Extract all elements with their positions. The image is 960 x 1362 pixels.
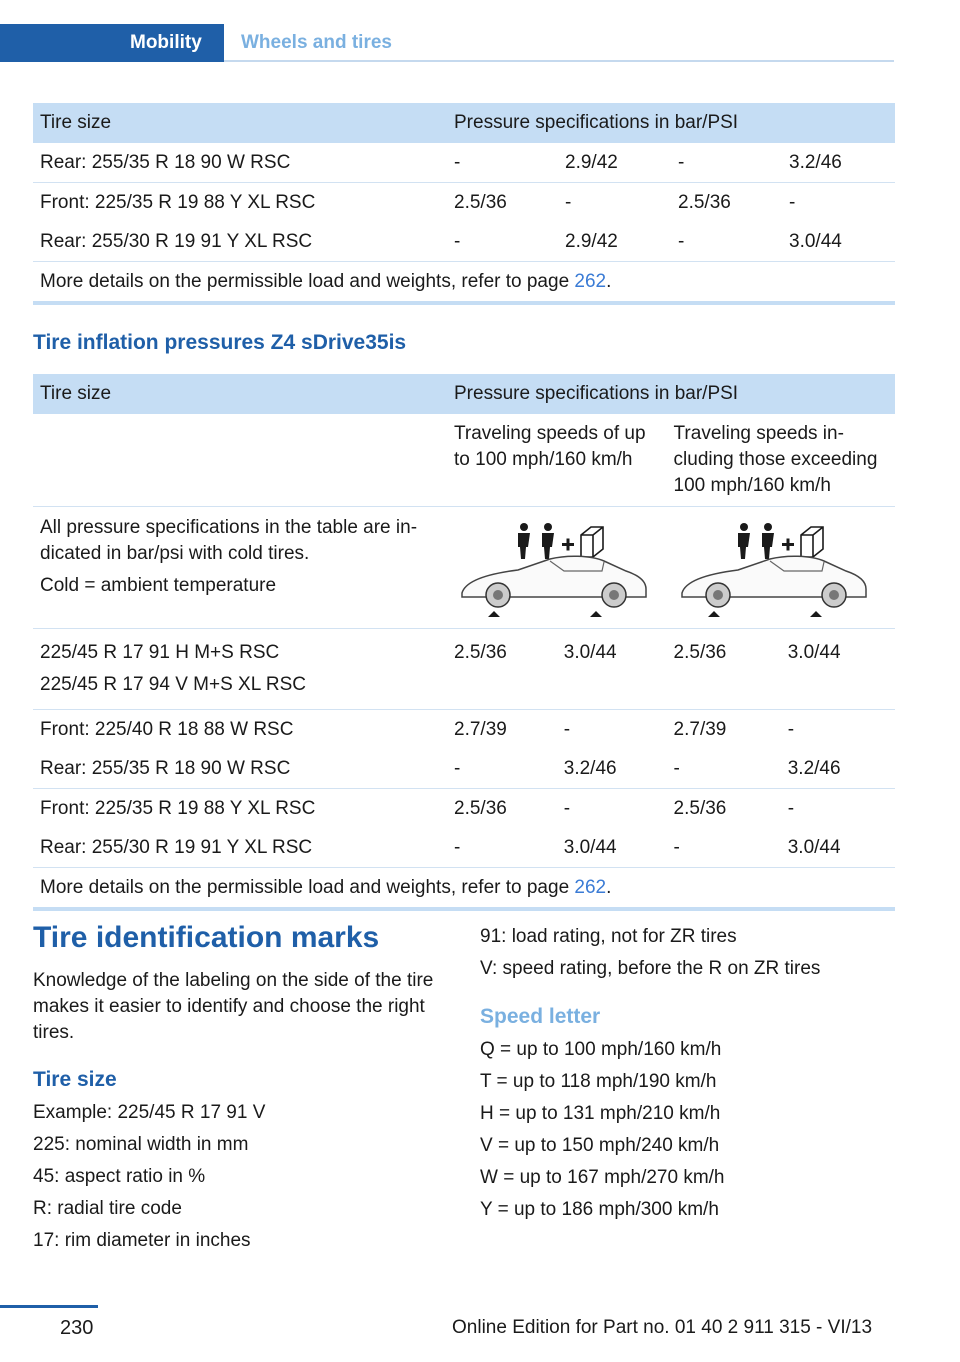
value-cell: - — [673, 758, 680, 779]
cold-tire-note: All pressure specifications in the table are indicated in bar/psi with cold tires. — [40, 517, 418, 564]
rating-list — [480, 921, 820, 985]
table-note-row — [33, 262, 895, 304]
value-cell: 2.5/36 — [667, 629, 781, 710]
subsection-tab: Wheels and tires — [241, 32, 392, 53]
section-tab: Mobility — [0, 24, 224, 62]
page-link[interactable]: 262 — [574, 271, 607, 292]
col-pressure: Pressure specifications in bar/PSI — [447, 374, 895, 414]
value-cell: - — [678, 231, 685, 252]
section-heading: Tire inflation pressures Z4 sDrive35is — [33, 331, 407, 354]
value-cell: - — [454, 837, 461, 858]
table-header-row — [33, 103, 895, 143]
table-row — [33, 789, 895, 829]
value-cell: 3.2/46 — [563, 758, 617, 779]
tire-size-list — [33, 1097, 265, 1257]
list-item: 17: rim diameter in inches — [33, 1230, 251, 1251]
cold-definition: Cold = ambient temperature — [40, 575, 277, 596]
value-cell: - — [557, 789, 667, 829]
car-load-icon — [674, 515, 874, 621]
value-cell: - — [454, 152, 461, 173]
value-cell: 2.9/42 — [565, 231, 618, 252]
table-row — [33, 629, 895, 710]
table-note-row — [33, 868, 895, 910]
list-item: V = up to 150 mph/240 km/h — [480, 1135, 720, 1156]
list-item: 91: load rating, not for ZR tires — [480, 926, 737, 947]
identification-intro: Knowledge of the labeling on the side of the tire makes it easier to identify and choose the right tires. — [33, 970, 434, 1043]
page-header — [0, 24, 894, 62]
value-cell: 2.7/39 — [667, 710, 781, 750]
pressure-table-sdrive35is — [33, 374, 895, 911]
edition-note: Online Edition for Part no. 01 40 2 911 315 - VI/13 — [452, 1317, 873, 1338]
tire-size-cell: 225/45 R 17 91 H M+S RSC — [40, 642, 280, 663]
value-cell: 3.0/44 — [781, 629, 895, 710]
value-cell: 3.0/44 — [563, 837, 617, 858]
list-item: T = up to 118 mph/190 km/h — [480, 1071, 717, 1092]
load-note: More details on the permissible load and weights, refer to page 262. — [33, 868, 895, 910]
tire-size-cell: Rear: 255/30 R 19 91 Y XL RSC — [40, 231, 313, 252]
speed-high-label: Traveling speeds including those exceeding 100 mph/160 km/h — [673, 423, 878, 496]
value-cell: - — [557, 710, 667, 750]
table-row — [33, 143, 895, 183]
tire-size-cell: Rear: 255/30 R 19 91 Y XL RSC — [40, 837, 313, 858]
list-item: Q = up to 100 mph/160 km/h — [480, 1039, 722, 1060]
load-illustration-row — [33, 507, 895, 629]
tire-size-cell: 225/45 R 17 94 V M+S XL RSC — [40, 674, 306, 695]
value-cell: 2.5/36 — [447, 789, 557, 829]
list-item: V: speed rating, before the R on ZR tires — [480, 958, 821, 979]
value-cell: 3.2/46 — [789, 152, 842, 173]
page-link[interactable]: 262 — [574, 877, 607, 898]
list-item: R: radial tire code — [33, 1198, 182, 1219]
page-number: 230 — [60, 1317, 94, 1339]
table-row — [33, 828, 895, 868]
value-cell: 2.5/36 — [447, 629, 557, 710]
table-row — [33, 749, 895, 789]
table-row — [33, 222, 895, 262]
col-pressure: Pressure specifications in bar/PSI — [447, 103, 895, 143]
col-tire-size: Tire size — [33, 103, 447, 143]
speed-header-row — [33, 414, 895, 507]
tire-size-cell: Front: 225/35 R 19 88 Y XL RSC — [33, 789, 447, 829]
list-item: Y = up to 186 mph/300 km/h — [480, 1199, 719, 1220]
value-cell: - — [781, 789, 895, 829]
pressure-table-continued — [33, 103, 895, 305]
tire-size-heading: Tire size — [33, 1068, 117, 1091]
load-note: More details on the permissible load and weights, refer to page 262. — [33, 262, 895, 304]
col-tire-size: Tire size — [33, 374, 447, 414]
tire-size-cell: Rear: 255/35 R 18 90 W RSC — [40, 152, 291, 173]
footer-rule — [0, 1305, 98, 1308]
value-cell: - — [678, 152, 685, 173]
value-cell: 2.5/36 — [671, 183, 782, 223]
list-item: Example: 225/45 R 17 91 V — [33, 1102, 266, 1123]
list-item: H = up to 131 mph/210 km/h — [480, 1103, 721, 1124]
value-cell: 2.7/39 — [447, 710, 557, 750]
car-load-icon — [454, 515, 654, 621]
tire-size-cell: Front: 225/35 R 19 88 Y XL RSC — [33, 183, 447, 223]
tire-size-cell: Rear: 255/35 R 18 90 W RSC — [40, 758, 291, 779]
tire-size-cell: Front: 225/40 R 18 88 W RSC — [33, 710, 447, 750]
speed-low-label: Traveling speeds of up to 100 mph/160 km/h — [454, 423, 646, 470]
value-cell: 2.5/36 — [447, 183, 558, 223]
table-header-row — [33, 374, 895, 414]
value-cell: 3.2/46 — [787, 758, 841, 779]
value-cell: - — [558, 183, 671, 223]
value-cell: - — [454, 758, 461, 779]
value-cell: 3.0/44 — [789, 231, 842, 252]
table-row — [33, 183, 895, 223]
value-cell: - — [454, 231, 461, 252]
list-item: 45: aspect ratio in % — [33, 1166, 206, 1187]
value-cell: - — [673, 837, 680, 858]
speed-letter-list — [480, 1034, 725, 1226]
value-cell: - — [781, 710, 895, 750]
identification-heading: Tire identification marks — [33, 921, 380, 954]
value-cell: 2.9/42 — [565, 152, 618, 173]
list-item: W = up to 167 mph/270 km/h — [480, 1167, 725, 1188]
speed-letter-heading: Speed letter — [480, 1005, 601, 1028]
value-cell: 3.0/44 — [787, 837, 841, 858]
value-cell: 2.5/36 — [667, 789, 781, 829]
value-cell: 3.0/44 — [557, 629, 667, 710]
list-item: 225: nominal width in mm — [33, 1134, 249, 1155]
value-cell: - — [782, 183, 895, 223]
table-row — [33, 710, 895, 750]
